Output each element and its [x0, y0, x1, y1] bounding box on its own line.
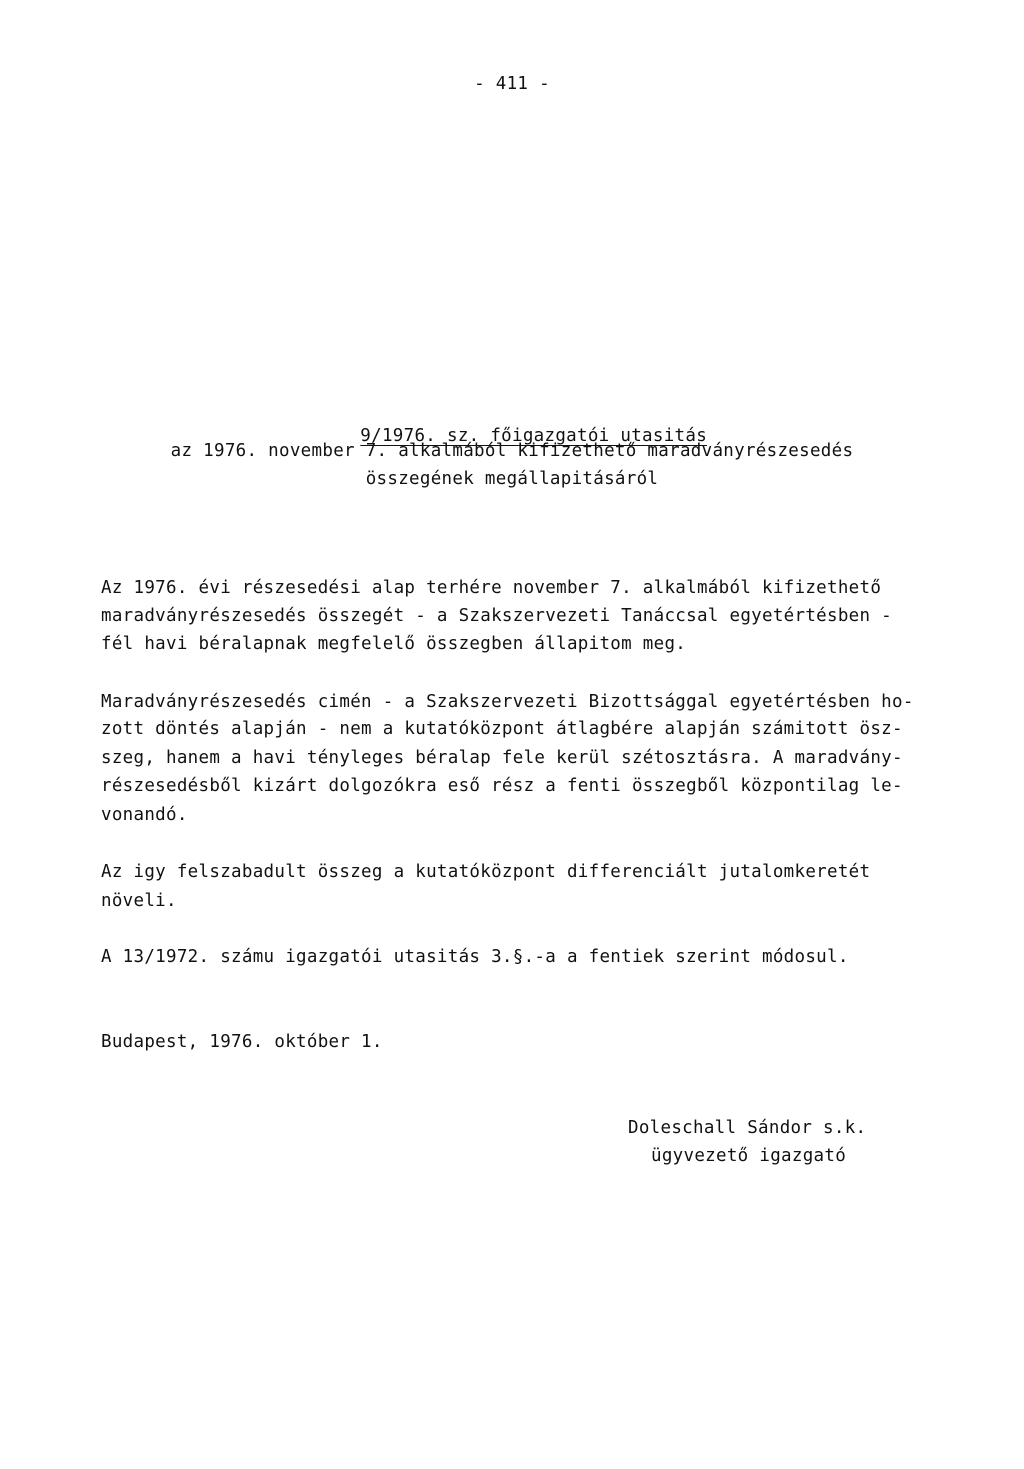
- paragraph-2-line: zott döntés alapján - nem a kutatóközpont átlagbére alapján számitott ösz-: [101, 719, 903, 739]
- page-number: - 411 -: [474, 74, 550, 94]
- signature-position: ügyvezető igazgató: [651, 1146, 847, 1166]
- paragraph-2-line: Maradványrészesedés cimén - a Szakszervezeti Bizottsággal egyetértésben ho-: [101, 692, 914, 712]
- paragraph-2-line: vonandó.: [101, 805, 188, 825]
- paragraph-1-line: fél havi béralapnak megfelelő összegben állapitom meg.: [101, 634, 687, 654]
- paragraph-1-line: Az 1976. évi részesedési alap terhére november 7. alkalmából kifizethető: [101, 578, 882, 598]
- paragraph-3-line: Az igy felszabadult összeg a kutatóközpont differenciált jutalomkeretét: [101, 862, 871, 882]
- paragraph-2-line: részesedésből kizárt dolgozókra eső rész a fenti összegből központilag le-: [101, 776, 903, 796]
- paragraph-3-line: növeli.: [101, 891, 177, 911]
- paragraph-1-line: maradványrészesedés összegét - a Szakszervezeti Tanáccsal egyetértésben -: [101, 606, 893, 626]
- paragraph-4: A 13/1972. számu igazgatói utasitás 3.§.-a a fentiek szerint módosul.: [101, 947, 849, 967]
- document-title-text: 9/1976. sz. főigazgatói utasitás: [360, 426, 708, 446]
- signature-name: Doleschall Sándor s.k.: [628, 1118, 867, 1138]
- date-line: Budapest, 1976. október 1.: [101, 1032, 383, 1052]
- subtitle-line-1: az 1976. november 7. alkalmából kifizethető maradványrészesedés: [170, 441, 854, 461]
- subtitle-line-2: összegének megállapitásáról: [365, 469, 659, 489]
- paragraph-2-line: szeg, hanem a havi tényleges béralap fele kerül szétosztásra. A maradvány-: [101, 748, 903, 768]
